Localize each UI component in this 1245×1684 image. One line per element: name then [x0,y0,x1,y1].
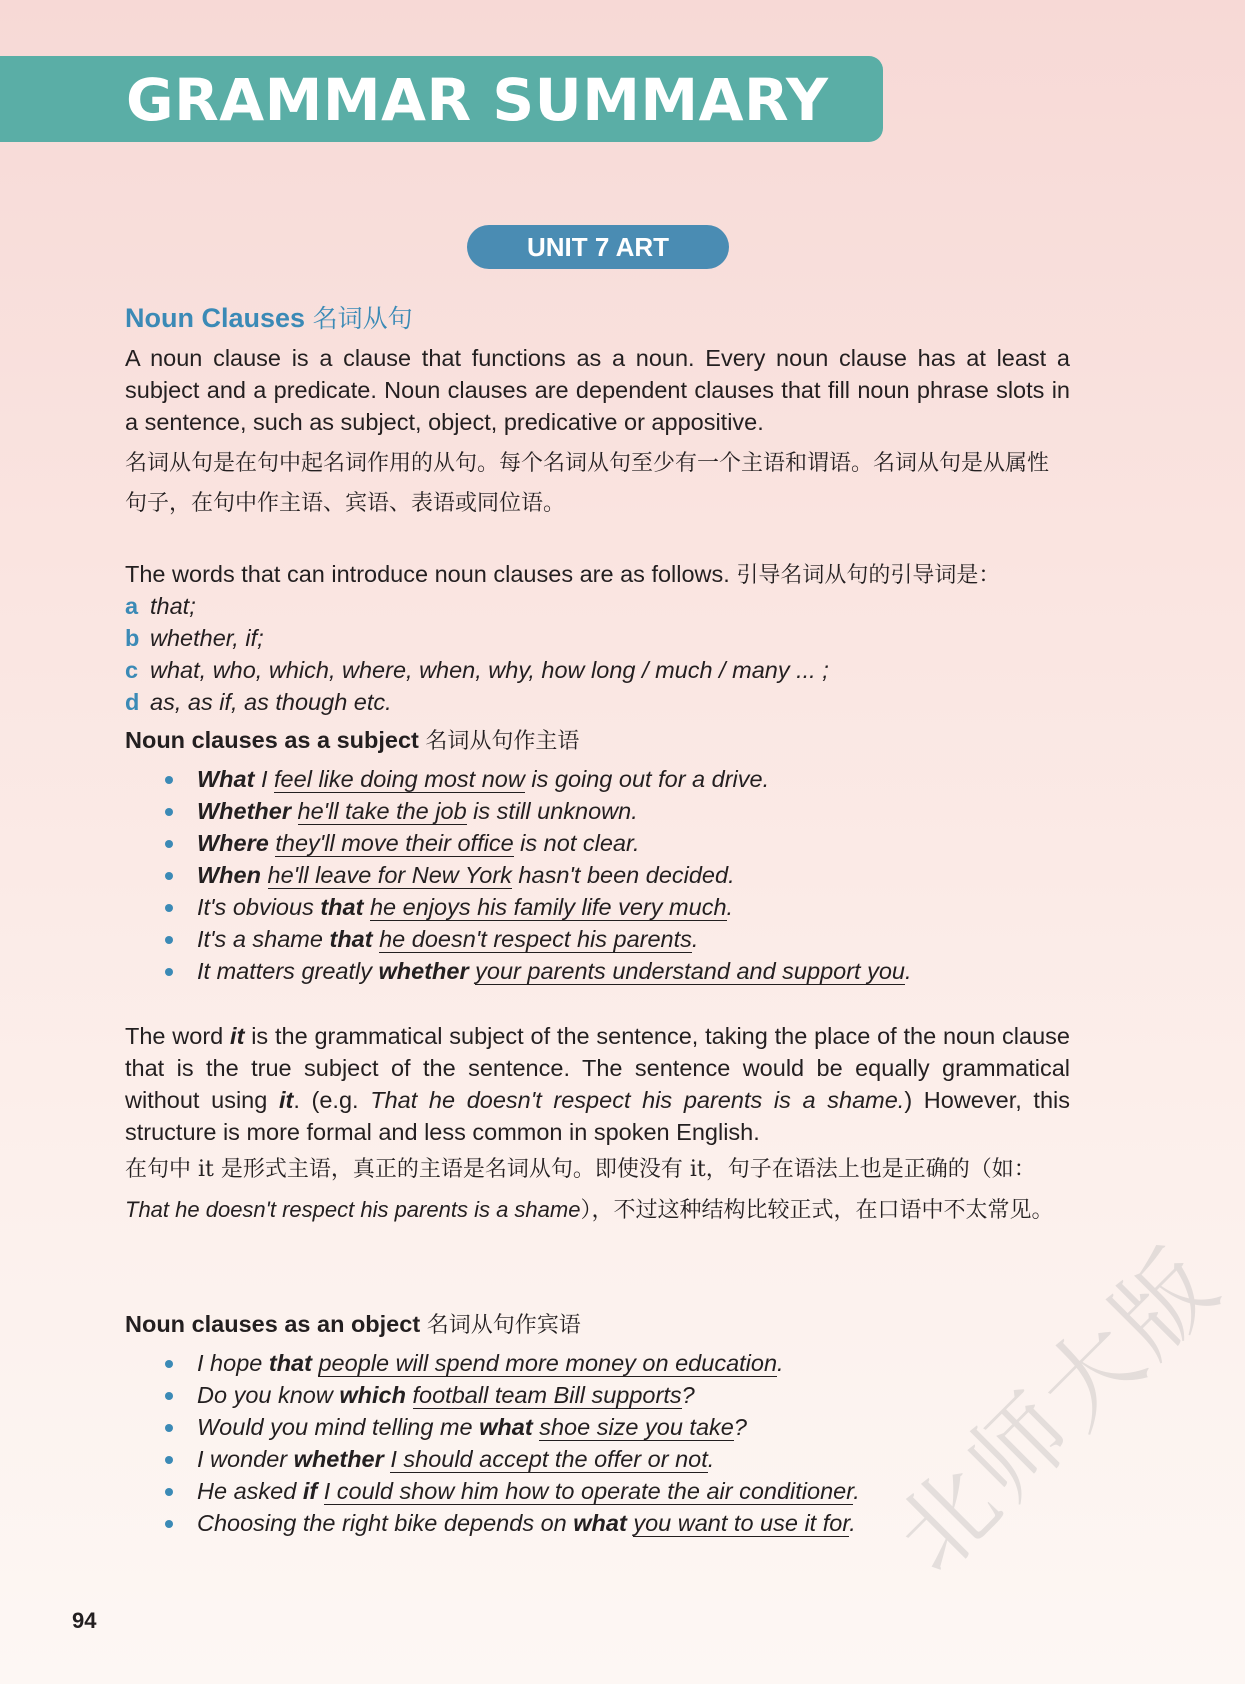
sentence-text: I [254,766,275,792]
example-sentence [125,827,912,859]
example-sentence [125,795,912,827]
example-sentence [125,763,912,795]
option-text: that; [150,593,196,619]
title-banner [0,56,883,142]
bullet-icon [165,904,173,912]
noun-clause: football team Bill supports [412,1382,682,1408]
list-item [125,654,829,686]
sentence-text: He asked [197,1478,303,1504]
noun-clause: shoe size you take [539,1414,734,1440]
conjunction-keyword: Whether [197,798,291,824]
subject-heading [125,724,579,758]
it-note-cn-text: 在句中 it 是形式主语，真正的主语是名词从句。即使没有 it，句子在语法上也是正确的（如： [125,1157,1036,1182]
sentence-text: is not clear. [513,830,640,856]
noun-clause: he doesn't respect his parents [379,926,692,952]
sentence-text: is still unknown. [466,798,638,824]
example-sentence [125,923,912,955]
example-sentence [125,859,912,891]
example-sentence [125,1411,860,1443]
example-sentence [125,1347,860,1379]
object-title-cn: 名词从句作宾语 [426,1313,581,1338]
example-sentence [125,1507,860,1539]
option-letter: d [125,689,140,715]
noun-clause: they'll move their office [275,830,514,856]
noun-clause: I should accept the offer or not [390,1446,708,1472]
sentence-text: It's a shame [197,926,330,952]
watermark: 北师大版 [874,1225,1242,1594]
it-note-keyword: it [278,1087,294,1113]
page-title: GRAMMAR SUMMARY [126,66,829,134]
sentence-text: . [707,1446,715,1472]
sentence-text: Do you know [197,1382,340,1408]
sentence-text: ? [681,1382,695,1408]
it-note-text: . (e.g. [293,1087,371,1113]
example-sentence [125,891,912,923]
bullet-icon [165,936,173,944]
sentence-text: . [853,1478,860,1504]
conjunction-keyword: whether [378,958,469,984]
it-note-keyword: it [230,1023,245,1049]
it-note-en [125,1020,1070,1148]
sentence-text [317,1478,324,1504]
sentence-text: is going out for a drive. [524,766,770,792]
sentence-text: Would you mind telling me [197,1414,480,1440]
section-title-cn: 名词从句 [312,304,413,333]
list-item [125,622,829,654]
bullet-icon [165,1456,173,1464]
option-text: whether, if; [150,625,264,651]
noun-clause: you want to use it for [633,1510,850,1536]
sentence-text: . [849,1510,856,1536]
conjunction-keyword: if [302,1478,318,1504]
example-sentence [125,1379,860,1411]
conjunction-keyword: what [479,1414,533,1440]
bullet-icon [165,776,173,784]
object-heading [125,1308,581,1342]
bullet-icon [165,1520,173,1528]
sentence-text: . [905,958,912,984]
option-letter: c [125,657,139,683]
sentence-text [363,894,370,920]
bullet-icon [165,808,173,816]
noun-clause: I could show him how to operate the air conditioner [323,1478,854,1504]
sentence-text: It matters greatly [197,958,379,984]
example-sentence [125,1475,860,1507]
sentence-text: I hope [197,1350,269,1376]
conjunction-keyword: whether [293,1446,384,1472]
sentence-text: hasn't been decided. [511,862,735,888]
subject-title-cn: 名词从句作主语 [425,729,580,754]
bullet-icon [165,1392,173,1400]
it-note-text: ) However, this structure is more formal and less common in spoken English. [125,1087,1070,1145]
object-examples [125,1347,860,1539]
noun-clause: he'll take the job [297,798,467,824]
conjunction-keyword: which [339,1382,406,1408]
sentence-text [406,1382,413,1408]
page-number: 94 [72,1608,97,1633]
it-note-text: The word [125,1023,231,1049]
introducers-list [125,590,829,718]
option-text: what, who, which, where, when, why, how long / much / many ... ; [150,657,829,683]
bullet-icon [165,1424,173,1432]
noun-clause: he'll leave for New York [267,862,512,888]
conjunction-keyword: that [329,926,373,952]
it-note-cn [125,1150,1070,1231]
section-heading [125,300,413,337]
subject-examples [125,763,912,987]
sentence-text: . [726,894,734,920]
it-note-cn-text: ），不过这种结构比较正式，在口语中不太常见。 [580,1198,1054,1223]
bullet-icon [165,968,173,976]
subject-title-en: Noun clauses as a subject [125,727,419,753]
noun-clause: your parents understand and support you [475,958,905,984]
introducers-lead-cn: 引导名词从句的引导词是： [736,563,1001,588]
unit-label: UNIT 7 ART [467,225,729,269]
example-sentence [125,1443,860,1475]
option-text: as, as if, as though etc. [150,689,392,715]
introducers-lead [125,558,1000,592]
option-letter: a [125,593,139,619]
it-note-example: That he doesn't respect his parents is a shame. [370,1087,905,1113]
option-letter: b [125,625,140,651]
conjunction-keyword: that [320,894,364,920]
example-sentence [125,955,912,987]
sentence-text: . [777,1350,784,1376]
intro-paragraph-en: A noun clause is a clause that functions as a noun. Every noun clause has at least a subject and a predicate. Noun clauses are dependent clauses that fill noun phrase slots in a sentence, such as subject, object, predicative or appositive. [125,345,1070,435]
noun-clause: people will spend more money on education [318,1350,778,1376]
section-title-en: Noun Clauses [125,303,306,333]
it-note-text: is the grammatical subject of the sentence, taking the place of the noun clause that is the true subject of the sentence. The sentence would be equally grammatical without using [125,1023,1070,1113]
conjunction-keyword: Where [197,830,269,856]
conjunction-keyword: what [573,1510,627,1536]
list-item [125,590,829,622]
noun-clause: feel like doing most now [274,766,525,792]
sentence-text: It's obvious [197,894,321,920]
introducers-lead-en: The words that can introduce noun clauses are as follows. [125,561,730,587]
conjunction-keyword: What [197,766,255,792]
bullet-icon [165,1488,173,1496]
conjunction-keyword: When [197,862,261,888]
sentence-text: I wonder [197,1446,294,1472]
sentence-text [261,862,268,888]
bullet-icon [165,872,173,880]
bullet-icon [165,1360,173,1368]
sentence-text: ? [733,1414,747,1440]
bullet-icon [165,840,173,848]
object-title-en: Noun clauses as an object [125,1311,421,1337]
noun-clause: he enjoys his family life very much [369,894,727,920]
it-note-cn-example: That he doesn't respect his parents is a shame [125,1197,581,1222]
intro-paragraph-cn: 名词从句是在句中起名词作用的从句。每个名词从句至少有一个主语和谓语。名词从句是从属性句子，在句中作主语、宾语、表语或同位语。 [125,451,1050,516]
sentence-text: . [691,926,699,952]
conjunction-keyword: that [268,1350,312,1376]
sentence-text [291,798,298,824]
list-item [125,686,829,718]
sentence-text: Choosing the right bike depends on [197,1510,574,1536]
